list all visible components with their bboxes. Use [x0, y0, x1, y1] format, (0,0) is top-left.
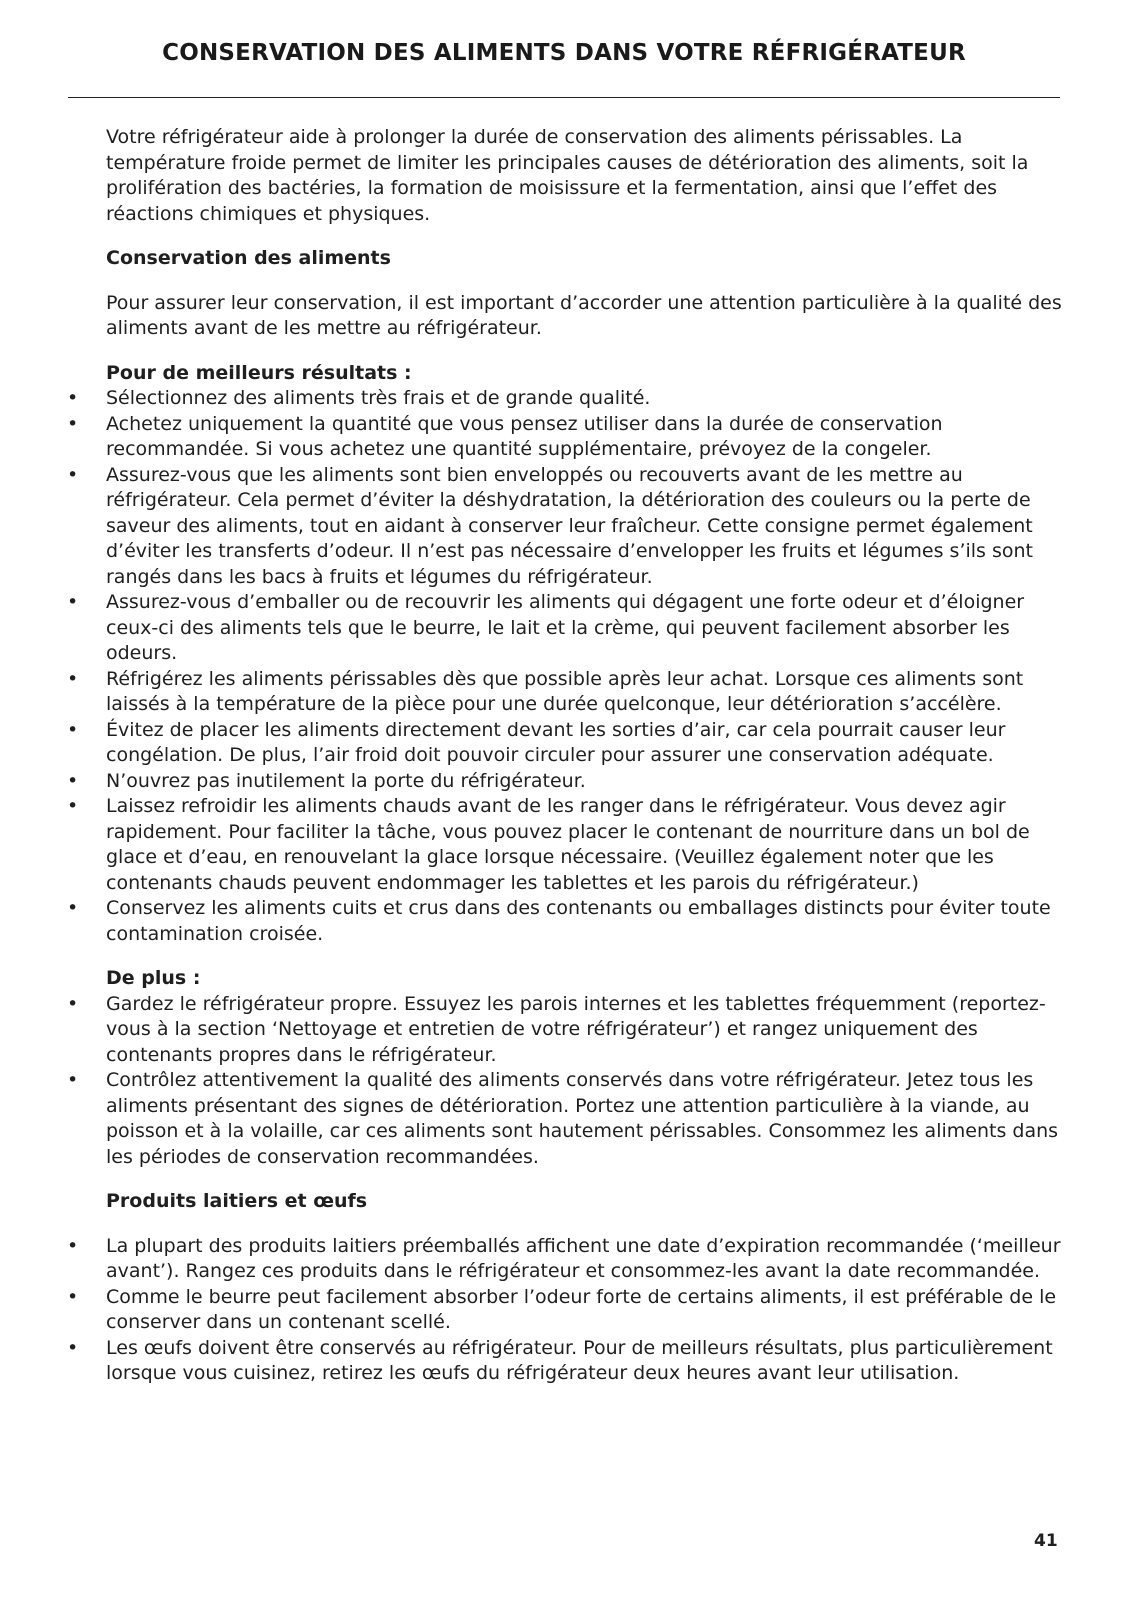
conservation-paragraph: Pour assurer leur conservation, il est important d’accorder une attention particulière à la qualité des aliments avant de les mettre au réfrigérateur. [106, 291, 1062, 339]
list-item-text: Les œufs doivent être conservés au réfrigérateur. Pour de meilleurs résultats, plus particulièrement lorsque vous cuisinez, retirez les œufs du réfrigérateur deux heures avant leur utilisation. [106, 1336, 1053, 1384]
list-item-text: Laissez refroidir les aliments chauds avant de les ranger dans le réfrigérateur. Vous devez agir rapidement. Pour faciliter la tâche, vous pouvez placer le contenant de nourriture dans un bol de glace et d’eau, en renouvelant la glace lorsque nécessaire. (Veuillez également noter que les contenants chauds peuvent endommager les tablettes et les parois du réfrigérateur.) [106, 795, 1030, 894]
document-body [67, 125, 1066, 1406]
best-results-list [67, 386, 1066, 947]
list-item-text: Achetez uniquement la quantité que vous pensez utiliser dans la durée de conservation recommandée. Si vous achetez une quantité supplémentaire, prévoyez de la congeler. [106, 412, 943, 460]
intro-paragraph: Votre réfrigérateur aide à prolonger la durée de conservation des aliments périssables. La température froide permet de limiter les principales causes de détérioration des aliments, soit la prolifération des bactéries, la formation de moisissure et la fermentation, ainsi que l’effet des réactions chimiques et physiques. [106, 126, 1029, 225]
dairy-eggs-list [67, 1234, 1066, 1387]
list-item [67, 412, 1066, 463]
list-item-text: Sélectionnez des aliments très frais et de grande qualité. [106, 387, 651, 409]
bullet-icon: • [67, 718, 79, 741]
list-item [67, 992, 1066, 1069]
list-item [67, 667, 1066, 718]
bullet-icon: • [67, 591, 79, 613]
list-item [67, 1234, 1066, 1285]
best-results-subheading: Pour de meilleurs résultats : [106, 361, 412, 384]
bullet-icon: • [67, 1336, 79, 1359]
page-title: CONSERVATION DES ALIMENTS DANS VOTRE RÉFRIGÉRATEUR [162, 40, 966, 66]
list-item [67, 718, 1066, 769]
list-item [67, 590, 1066, 667]
bullet-icon: • [67, 412, 79, 435]
list-item-text: N’ouvrez pas inutilement la porte du réfrigérateur. [106, 769, 586, 792]
bullet-icon: • [67, 1069, 79, 1091]
bullet-icon: • [67, 1285, 79, 1308]
list-item [67, 1068, 1066, 1170]
list-item-text: Évitez de placer les aliments directement devant les sorties d’air, car cela pourrait causer leur congélation. De plus, l’air froid doit pouvoir circuler pour assurer une conservation adéquate. [106, 718, 1006, 766]
bullet-icon: • [67, 769, 79, 792]
bullet-icon: • [67, 387, 79, 409]
list-item [67, 794, 1066, 896]
list-item-text: Contrôlez attentivement la qualité des aliments conservés dans votre réfrigérateur. Jetez tous les aliments présentant des signes de détérioration. Portez une attention particulière à la viande, au poisson et à la volaille, car ces aliments sont hautement périssables. Consommez les aliments dans les périodes de conservation recommandées. [106, 1069, 1059, 1168]
list-item [67, 896, 1066, 947]
bullet-icon: • [67, 992, 79, 1015]
list-item-text: La plupart des produits laitiers préemballés affichent une date d’expiration recommandée (‘meilleur avant’). Rangez ces produits dans le réfrigérateur et consommez-les avant la date recommandée. [106, 1234, 1061, 1282]
de-plus-list [67, 992, 1066, 1171]
list-item-text: Gardez le réfrigérateur propre. Essuyez les parois internes et les tablettes fréquemment (reportez-vous à la section ‘Nettoyage et entretien de votre réfrigérateur’) et rangez uniquement des contenants propres dans le réfrigérateur. [106, 992, 1046, 1066]
page-number: 41 [1034, 1531, 1058, 1551]
list-item [67, 1285, 1066, 1336]
title-divider [68, 97, 1060, 98]
section-heading-de-plus: De plus : [106, 967, 201, 989]
bullet-icon: • [67, 667, 79, 690]
section-heading-conservation: Conservation des aliments [106, 247, 391, 269]
bullet-icon: • [67, 1234, 79, 1257]
list-item-text: Comme le beurre peut facilement absorber l’odeur forte de certains aliments, il est préférable de le conserver dans un contenant scellé. [106, 1285, 1057, 1333]
list-item [67, 769, 1066, 795]
list-item [67, 386, 1066, 412]
list-item [67, 463, 1066, 591]
list-item [67, 1336, 1066, 1387]
section-heading-dairy-eggs: Produits laitiers et œufs [106, 1190, 368, 1212]
list-item-text: Conservez les aliments cuits et crus dans des contenants ou emballages distincts pour éviter toute contamination croisée. [106, 897, 1051, 945]
bullet-icon: • [67, 795, 79, 817]
list-item-text: Assurez-vous d’emballer ou de recouvrir les aliments qui dégagent une forte odeur et d’éloigner ceux-ci des aliments tels que le beurre, le lait et la crème, qui peuvent facilement absorber les odeurs. [106, 591, 1025, 664]
list-item-text: Réfrigérez les aliments périssables dès que possible après leur achat. Lorsque ces aliments sont laissés à la température de la pièce pour une durée quelconque, leur détérioration s’accélère. [106, 667, 1024, 715]
bullet-icon: • [67, 463, 79, 486]
bullet-icon: • [67, 897, 79, 919]
list-item-text: Assurez-vous que les aliments sont bien enveloppés ou recouverts avant de les mettre au réfrigérateur. Cela permet d’éviter la déshydratation, la détérioration des couleurs ou la perte de saveur des aliments, tout en aidant à conserver leur fraîcheur. Cette consigne permet également d’éviter les transferts d’odeur. Il n’est pas nécessaire d’envelopper les fruits et légumes s’ils sont rangés dans les bacs à fruits et légumes du réfrigérateur. [106, 463, 1034, 588]
